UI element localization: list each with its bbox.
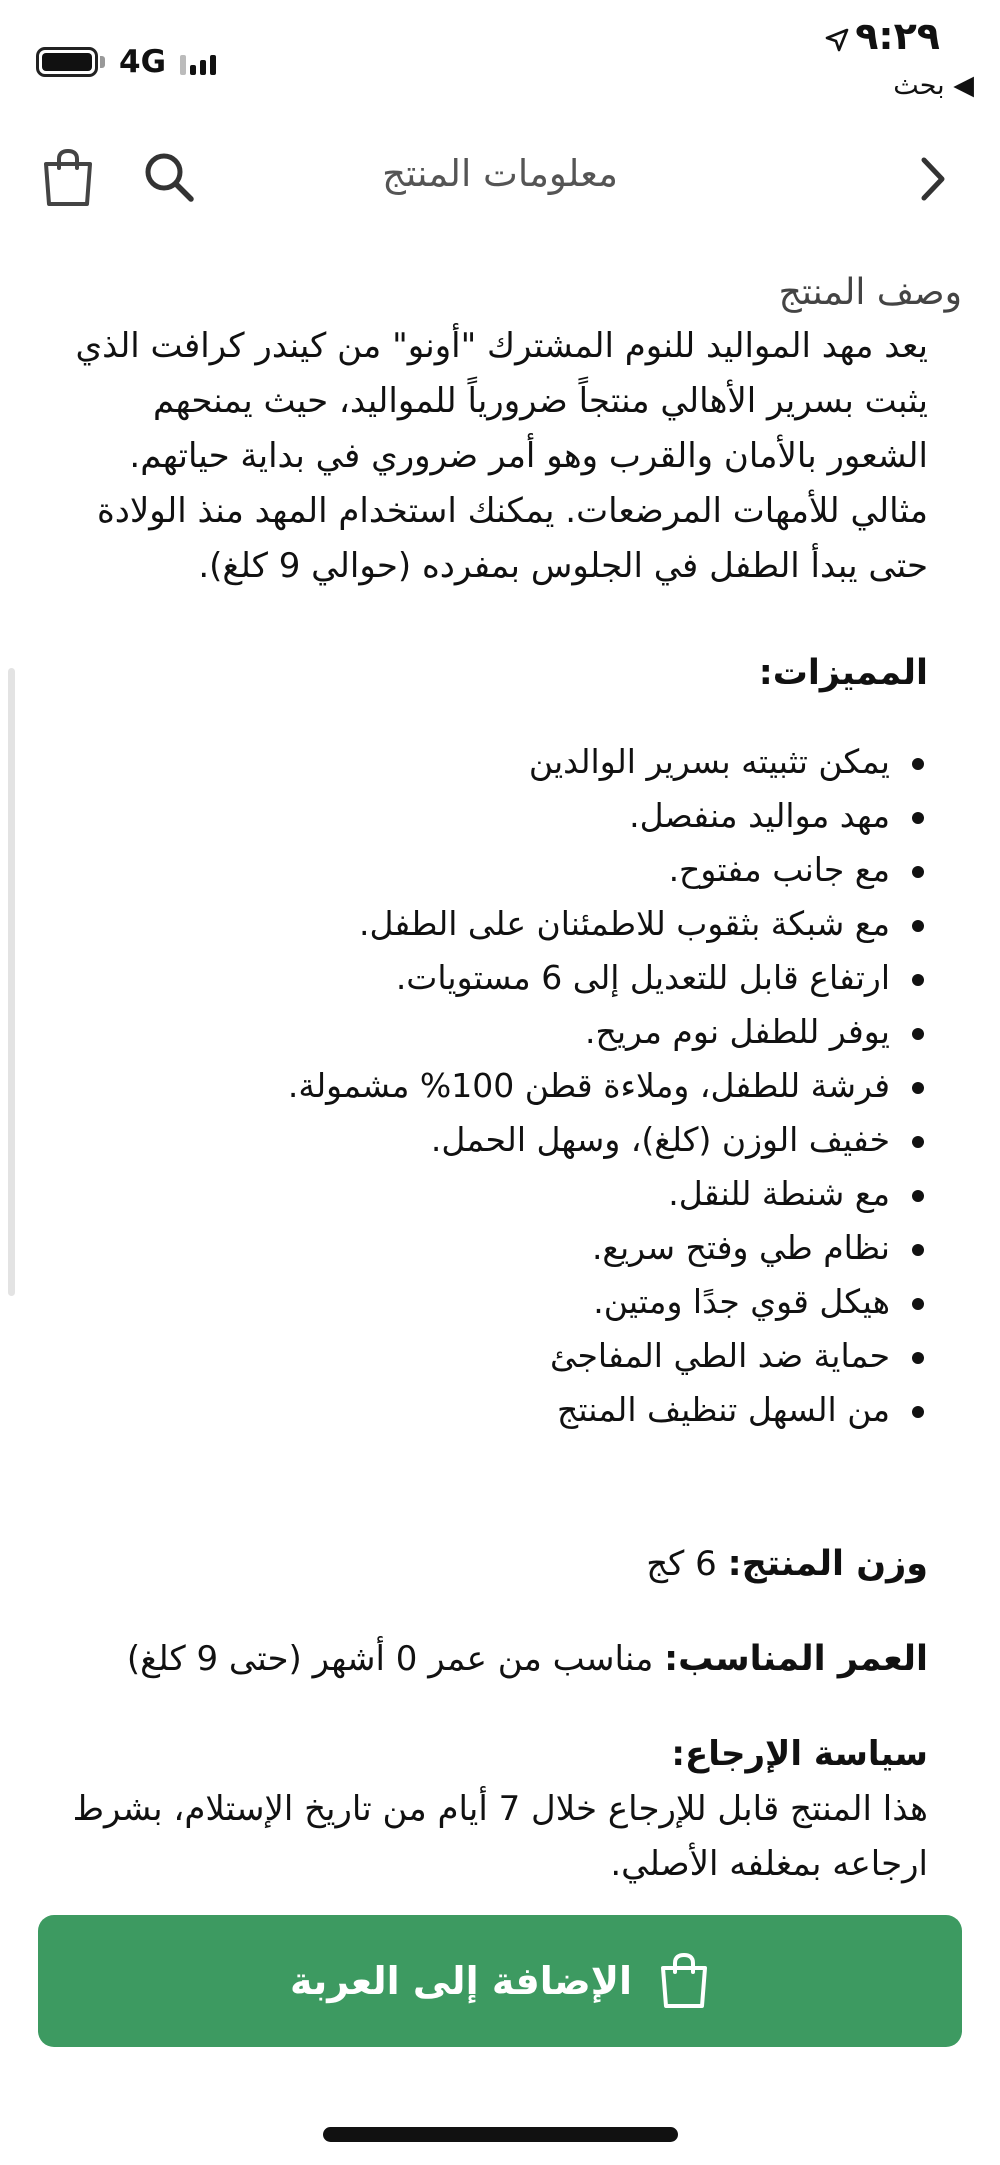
status-indicators <box>36 44 216 80</box>
feature-item: من السهل تنظيف المنتج <box>62 1383 890 1437</box>
weight-label: وزن المنتج: <box>727 1544 928 1584</box>
product-weight <box>62 1537 928 1592</box>
shopping-bag-icon <box>658 1952 710 2010</box>
back-to-app-link[interactable]: ◀ بحث <box>893 70 974 101</box>
feature-item: فرشة للطفل، وملاءة قطن 100% مشمولة. <box>62 1059 890 1113</box>
search-button[interactable] <box>142 150 196 208</box>
cart-button[interactable] <box>40 148 96 212</box>
feature-item: ارتفاع قابل للتعديل إلى 6 مستويات. <box>62 951 890 1005</box>
feature-item: مع شبكة بثقوب للاطمئنان على الطفل. <box>62 897 890 951</box>
weight-value: 6 كج <box>646 1544 728 1584</box>
feature-item: مهد مواليد منفصل. <box>62 789 890 843</box>
shopping-bag-icon <box>40 148 96 208</box>
feature-item: مع شنطة للنقل. <box>62 1167 890 1221</box>
feature-item: يوفر للطفل نوم مريح. <box>62 1005 890 1059</box>
feature-item: خفيف الوزن (كلغ)، وسهل الحمل. <box>62 1113 890 1167</box>
return-policy-heading: سياسة الإرجاع: <box>671 1734 928 1774</box>
feature-item: هيكل قوي جدًا ومتين. <box>62 1275 890 1329</box>
product-age <box>62 1632 928 1687</box>
search-icon <box>142 150 196 204</box>
status-time <box>825 14 940 61</box>
scrollbar[interactable] <box>8 668 15 1296</box>
feature-item: يمكن تثبيته بسرير الوالدين <box>62 735 890 789</box>
battery-icon <box>36 47 98 77</box>
feature-item: مع جانب مفتوح. <box>62 843 890 897</box>
feature-item: نظام طي وفتح سريع. <box>62 1221 890 1275</box>
add-to-cart-button[interactable] <box>38 1915 962 2047</box>
description-heading: وصف المنتج <box>778 272 962 313</box>
features-list <box>62 735 928 1437</box>
age-label: العمر المناسب: <box>664 1639 928 1679</box>
location-arrow-icon <box>825 17 849 61</box>
home-indicator[interactable] <box>323 2127 678 2142</box>
add-to-cart-label: الإضافة إلى العربة <box>289 1959 633 2003</box>
page-title: معلومات المنتج <box>382 152 618 195</box>
features-heading: المميزات: <box>758 653 928 693</box>
nav-bar <box>0 130 1000 230</box>
status-bar <box>0 0 1000 110</box>
battery-tip <box>100 56 105 68</box>
product-description: يعد مهد المواليد للنوم المشترك "أونو" من كيندر كرافت الذي يثبت بسرير الأهالي منتجاً ضرورياً للمواليد، حيث يمنحهم الشعور بالأمان والقرب وهو أمر ضروري في بداية حياتهم. مثالي للأمهات المرضعات. يمكنك استخدام المهد منذ الولادة حتى يبدأ الطفل في الجلوس بمفرده (حوالي 9 كلغ). <box>75 326 928 586</box>
product-details <box>62 272 962 1892</box>
age-value: مناسب من عمر 0 أشهر (حتى 9 كلغ) <box>126 1639 665 1679</box>
feature-item: حماية ضد الطي المفاجئ <box>62 1329 890 1383</box>
signal-bars-icon <box>180 49 216 75</box>
network-type: 4G <box>119 44 167 80</box>
return-policy-text: هذا المنتج قابل للإرجاع خلال 7 أيام من تاريخ الإستلام، بشرط ارجاعه بمغلفه الأصلي. <box>72 1789 928 1884</box>
status-time-text: ٩:٢٩ <box>855 14 940 58</box>
